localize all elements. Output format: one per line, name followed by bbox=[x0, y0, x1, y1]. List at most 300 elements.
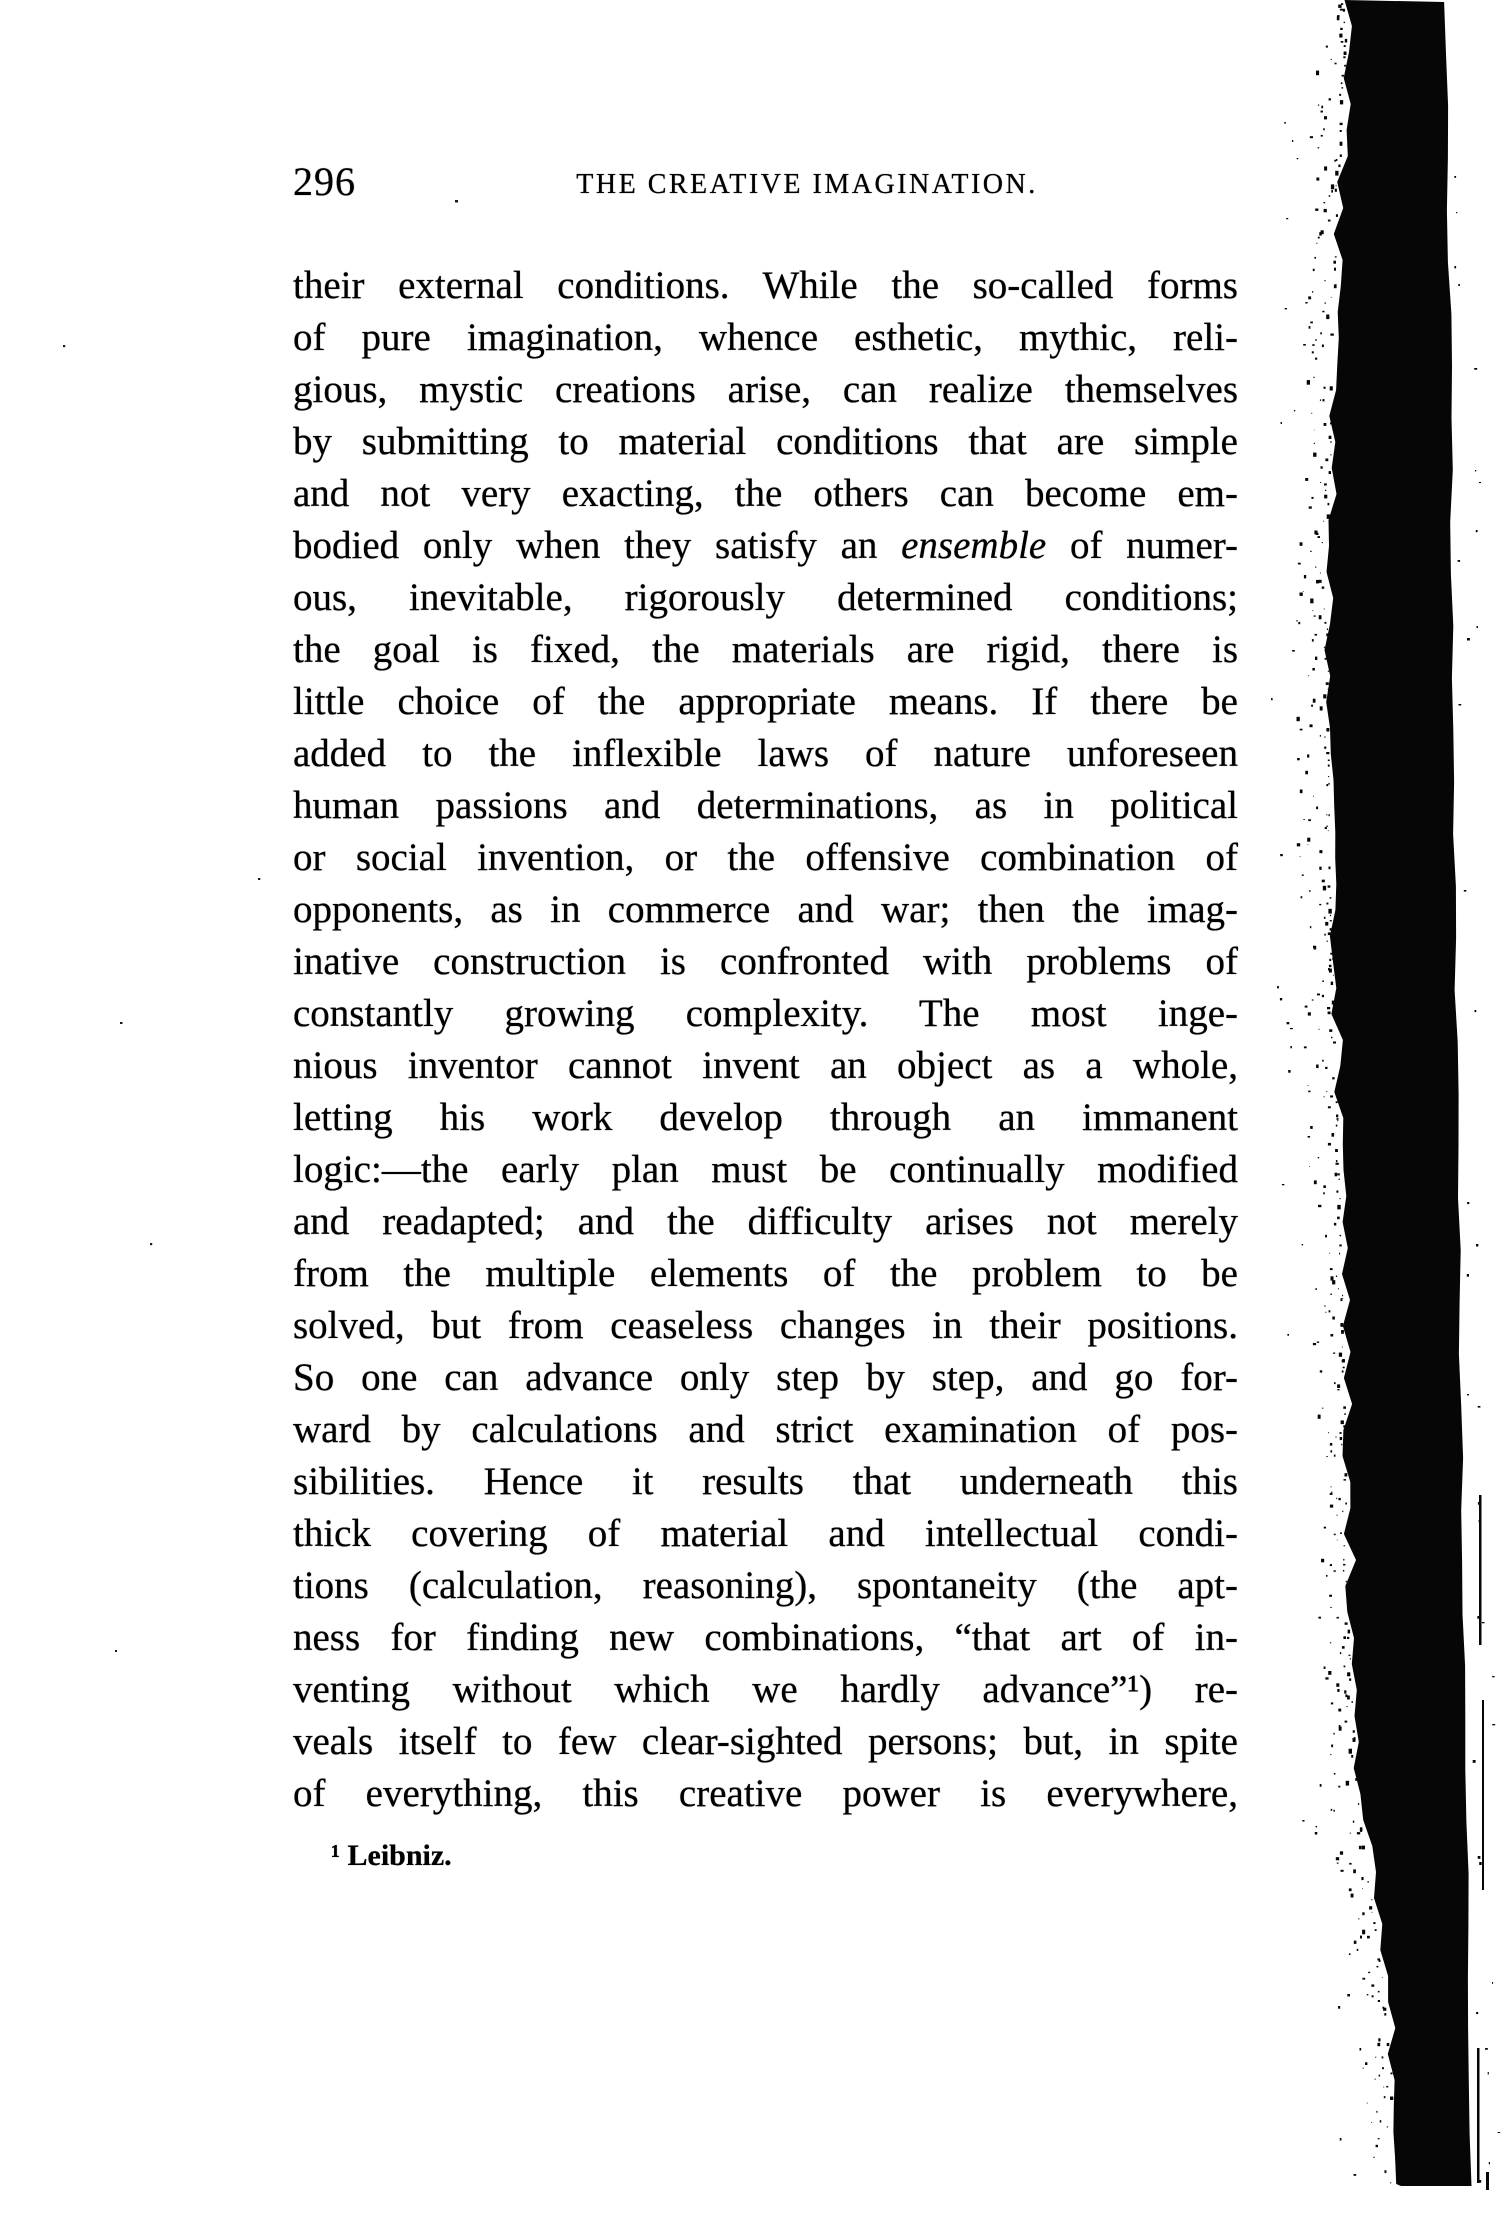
scan-speckle bbox=[1300, 542, 1303, 546]
scan-speckle bbox=[1344, 52, 1347, 56]
scan-speckle bbox=[258, 878, 260, 880]
scan-speckle bbox=[1328, 503, 1330, 505]
scan-speckle bbox=[1336, 1115, 1338, 1118]
scan-speckle bbox=[1328, 569, 1329, 571]
scan-speckle bbox=[1324, 934, 1326, 936]
scan-speckle bbox=[1385, 2170, 1387, 2173]
scan-speckle bbox=[1369, 1906, 1372, 1909]
scan-speckle bbox=[1325, 658, 1327, 660]
scan-speckle bbox=[1330, 953, 1333, 955]
scan-speckle bbox=[1329, 969, 1332, 973]
scan-speckle bbox=[1479, 1520, 1481, 1522]
scan-speckle bbox=[1333, 261, 1336, 264]
scan-speckle bbox=[1321, 111, 1323, 113]
scan-speckle bbox=[1324, 387, 1326, 389]
scan-speckle bbox=[1314, 946, 1317, 950]
scan-speckle bbox=[1341, 41, 1344, 43]
italic-word: ensemble bbox=[901, 524, 1047, 567]
scan-speckle bbox=[1390, 2182, 1391, 2183]
scan-speckle bbox=[1367, 1936, 1370, 1939]
scan-speckle bbox=[1313, 796, 1314, 797]
scan-speckle bbox=[1339, 34, 1342, 38]
scan-speckle bbox=[1329, 814, 1330, 816]
scan-speckle bbox=[1326, 784, 1328, 786]
footnote-text: ¹ Leibniz. bbox=[331, 1839, 452, 1872]
scan-speckle bbox=[1353, 1738, 1356, 1742]
scan-speckle bbox=[1345, 1721, 1348, 1723]
scan-speckle bbox=[1336, 159, 1337, 161]
scan-speckle bbox=[1395, 2114, 1396, 2115]
scan-speckle bbox=[1326, 814, 1327, 815]
scan-speckle bbox=[1315, 1832, 1318, 1835]
scan-speckle bbox=[1322, 345, 1324, 348]
scan-speckle bbox=[1331, 1276, 1334, 1280]
scan-speckle bbox=[1349, 1953, 1351, 1955]
scan-speckle bbox=[1286, 218, 1288, 219]
scan-speckle bbox=[1337, 1515, 1338, 1516]
scan-speckle bbox=[1379, 1960, 1381, 1962]
scan-speckle bbox=[1313, 1343, 1316, 1345]
scan-speckle bbox=[1324, 609, 1325, 610]
scan-speckle bbox=[1341, 1870, 1344, 1872]
scan-speckle bbox=[1367, 1994, 1369, 1995]
scan-speckle bbox=[1324, 917, 1326, 919]
scan-speckle bbox=[1318, 1029, 1319, 1030]
scan-speckle bbox=[1361, 1877, 1363, 1880]
scan-speckle bbox=[1335, 1437, 1336, 1438]
scan-speckle bbox=[1314, 1180, 1317, 1184]
scan-speckle bbox=[1314, 443, 1315, 444]
scan-speckle bbox=[1329, 98, 1331, 100]
scan-speckle bbox=[1479, 482, 1481, 483]
scan-speckle bbox=[1309, 1166, 1310, 1167]
scan-speckle bbox=[1360, 2048, 1362, 2051]
scan-speckle bbox=[1325, 1312, 1326, 1313]
scan-speckle bbox=[1329, 1595, 1332, 1597]
scan-speckle bbox=[1353, 1821, 1355, 1823]
scan-speckle bbox=[1328, 885, 1331, 887]
scan-speckle bbox=[1328, 1432, 1329, 1433]
scan-speckle bbox=[1300, 790, 1303, 794]
scan-speckle bbox=[1337, 1217, 1340, 1220]
scan-speckle bbox=[1344, 1479, 1347, 1481]
scan-speckle bbox=[1328, 932, 1331, 935]
text-line: and readapted; and the difficulty arises not merely bbox=[293, 1200, 1238, 1243]
scan-speckle bbox=[1330, 441, 1331, 443]
scan-speckle bbox=[1323, 880, 1325, 881]
scan-speckle bbox=[1326, 1575, 1328, 1577]
scan-speckle bbox=[1287, 1022, 1290, 1024]
scan-speckle bbox=[1323, 1192, 1325, 1194]
scan-speckle bbox=[1345, 1694, 1347, 1697]
scan-speckle bbox=[1479, 2180, 1481, 2183]
scan-speckle bbox=[1329, 436, 1332, 439]
scan-speckle bbox=[1359, 1846, 1362, 1849]
scan-speckle bbox=[1326, 1091, 1327, 1092]
scan-speckle bbox=[1324, 747, 1326, 749]
scan-speckle bbox=[1312, 344, 1314, 346]
scan-speckle bbox=[1315, 634, 1318, 636]
scan-speckle bbox=[1327, 629, 1328, 631]
scan-speckle bbox=[1365, 2062, 1367, 2065]
scan-speckle bbox=[1458, 284, 1460, 286]
scan-speckle bbox=[1334, 1773, 1336, 1775]
scan-speckle bbox=[1372, 1912, 1373, 1913]
scan-speckle bbox=[1328, 671, 1329, 672]
scan-speckle bbox=[1384, 2013, 1386, 2016]
scan-speckle bbox=[1335, 63, 1337, 65]
scan-speckle bbox=[1344, 1666, 1346, 1668]
scan-speckle bbox=[1292, 140, 1293, 142]
text-line: opponents, as in commerce and war; then the imag- bbox=[293, 888, 1238, 931]
text-line: ward by calculations and strict examination of pos- bbox=[293, 1408, 1238, 1451]
scan-speckle bbox=[1315, 358, 1317, 360]
scan-speckle bbox=[1322, 399, 1324, 401]
scan-speckle bbox=[1344, 65, 1346, 67]
scan-speckle bbox=[1335, 256, 1337, 257]
scan-speckle bbox=[1324, 166, 1327, 170]
scan-speckle bbox=[1324, 1667, 1326, 1669]
scan-speckle bbox=[1360, 1829, 1362, 1832]
scan-speckle bbox=[1298, 622, 1300, 624]
scan-speckle bbox=[1284, 122, 1286, 124]
scan-speckle bbox=[1315, 566, 1316, 567]
scan-speckle bbox=[1362, 1978, 1365, 1980]
scan-speckle bbox=[1330, 1493, 1333, 1495]
scan-speckle bbox=[1340, 1652, 1341, 1654]
scan-speckle bbox=[1492, 1982, 1493, 1984]
scan-speckle bbox=[1324, 736, 1325, 737]
scan-speckle bbox=[1316, 533, 1319, 535]
scan-speckle bbox=[1335, 284, 1336, 285]
scan-speckle bbox=[1308, 1136, 1311, 1138]
scan-speckle bbox=[1335, 189, 1337, 192]
scan-speckle bbox=[1319, 232, 1322, 236]
scan-speckle bbox=[1477, 1616, 1479, 1619]
scan-speckle bbox=[1330, 1443, 1332, 1446]
scan-speckle bbox=[1322, 1408, 1324, 1409]
scan-speckle bbox=[1300, 593, 1303, 596]
scan-speckle bbox=[1334, 268, 1336, 271]
scan-speckle bbox=[1315, 209, 1318, 211]
scan-speckle bbox=[1318, 105, 1319, 106]
scan-speckle bbox=[1300, 856, 1301, 857]
scan-speckle bbox=[1308, 819, 1311, 821]
scan-speckle bbox=[1331, 190, 1333, 193]
scan-speckle bbox=[1285, 308, 1287, 309]
scan-speckle bbox=[1341, 3, 1343, 5]
scan-speckle bbox=[1345, 1622, 1348, 1624]
scan-speckle bbox=[1342, 1359, 1345, 1362]
text-line: human passions and determinations, as in political bbox=[293, 784, 1238, 827]
text-line: added to the inflexible laws of nature unforeseen bbox=[293, 732, 1238, 775]
scan-speckle bbox=[1313, 269, 1315, 271]
scan-speckle bbox=[1335, 171, 1338, 176]
scan-speckle bbox=[1375, 2057, 1376, 2058]
scan-speckle bbox=[1309, 506, 1312, 508]
text-line: thick covering of material and intellectual condi- bbox=[293, 1512, 1238, 1555]
scan-speckle bbox=[1310, 926, 1311, 928]
scan-speckle bbox=[1313, 946, 1315, 948]
scan-speckle bbox=[1349, 1678, 1351, 1680]
scan-speckle bbox=[1347, 1672, 1350, 1676]
scan-speckle bbox=[1343, 1425, 1345, 1427]
scan-speckle bbox=[1318, 536, 1321, 538]
scan-speckle bbox=[1313, 377, 1314, 378]
scan-speckle bbox=[1337, 1389, 1339, 1390]
scan-speckle bbox=[1322, 1060, 1324, 1062]
scan-speckle bbox=[1348, 1630, 1351, 1634]
scan-speckle bbox=[1336, 1683, 1339, 1687]
scan-speckle bbox=[63, 345, 65, 347]
scan-speckle bbox=[1464, 890, 1467, 892]
scan-speckle bbox=[1318, 1205, 1321, 1207]
scan-speckle bbox=[1307, 754, 1309, 757]
scan-speckle bbox=[1331, 59, 1332, 60]
scan-speckle bbox=[120, 1022, 123, 1024]
scan-speckle bbox=[1351, 1755, 1353, 1758]
scan-speckle bbox=[1307, 845, 1308, 846]
scan-speckle bbox=[1347, 1607, 1348, 1608]
text-line: the goal is fixed, the materials are rigid, there is bbox=[293, 628, 1238, 671]
scan-speckle bbox=[1327, 653, 1329, 655]
scan-speckle bbox=[1330, 334, 1333, 336]
scan-speckle bbox=[1320, 735, 1321, 737]
scan-speckle bbox=[1344, 45, 1346, 47]
scan-speckle bbox=[1326, 903, 1328, 905]
scan-speckle bbox=[1459, 704, 1462, 706]
scan-speckle bbox=[1478, 1502, 1479, 1505]
scan-speckle bbox=[1360, 1827, 1363, 1831]
scan-speckle bbox=[1320, 332, 1322, 334]
scan-speckle bbox=[1307, 380, 1310, 385]
scan-speckle bbox=[1298, 563, 1301, 565]
scan-speckle bbox=[1321, 1559, 1324, 1563]
scan-speckle bbox=[1328, 1671, 1331, 1675]
scan-speckle bbox=[1340, 1432, 1342, 1434]
scan-speckle bbox=[1297, 843, 1300, 846]
scan-speckle bbox=[1324, 202, 1326, 203]
scan-speckle bbox=[1349, 1863, 1351, 1865]
scan-speckle bbox=[1331, 1492, 1332, 1493]
scan-speckle bbox=[1329, 518, 1330, 520]
text-line: of pure imagination, whence esthetic, mythic, reli- bbox=[293, 316, 1238, 359]
scan-speckle bbox=[1304, 575, 1306, 578]
scan-speckle bbox=[1324, 280, 1325, 281]
scan-speckle bbox=[1302, 874, 1304, 876]
scan-speckle bbox=[1336, 1163, 1339, 1165]
scan-speckle bbox=[1336, 1125, 1338, 1127]
scan-speckle bbox=[1336, 1101, 1338, 1103]
scan-speckle bbox=[1479, 1862, 1482, 1865]
scan-speckle bbox=[1323, 694, 1326, 698]
scan-speckle bbox=[1475, 470, 1476, 471]
scan-speckle bbox=[1330, 1294, 1332, 1295]
scan-speckle bbox=[1475, 1010, 1477, 1012]
scan-speckle bbox=[1348, 1630, 1350, 1632]
scan-speckle bbox=[1362, 1888, 1363, 1889]
scan-speckle bbox=[1341, 1420, 1344, 1424]
scan-speckle bbox=[1343, 1559, 1344, 1561]
scan-speckle bbox=[1321, 135, 1323, 137]
scan-speckle bbox=[1338, 165, 1340, 168]
scan-speckle bbox=[1340, 130, 1342, 132]
scan-speckle bbox=[1297, 717, 1300, 721]
scan-speckle bbox=[1303, 819, 1304, 820]
scan-speckle bbox=[1340, 28, 1343, 30]
scan-speckle bbox=[1337, 1617, 1339, 1619]
scan-speckle bbox=[1387, 2043, 1390, 2046]
scan-speckle bbox=[1328, 783, 1329, 785]
scan-speckle bbox=[1339, 1179, 1341, 1180]
scan-speckle bbox=[1344, 1413, 1346, 1415]
scan-speckle bbox=[1349, 1749, 1352, 1754]
scan-speckle bbox=[1389, 2049, 1390, 2050]
scan-speckle bbox=[1328, 1012, 1331, 1015]
scan-speckle bbox=[1324, 495, 1327, 499]
scan-speckle bbox=[1316, 1065, 1319, 1069]
scan-speckle bbox=[1297, 758, 1300, 760]
scan-speckle bbox=[1277, 986, 1279, 988]
scan-speckle bbox=[1309, 326, 1311, 329]
scan-speckle bbox=[1347, 1696, 1350, 1700]
scan-speckle bbox=[1331, 1450, 1333, 1452]
scan-speckle bbox=[1330, 1505, 1333, 1508]
scan-speckle bbox=[1325, 302, 1326, 303]
scan-speckle bbox=[1339, 94, 1341, 96]
scan-speckle bbox=[1336, 1498, 1337, 1499]
text-line: or social invention, or the offensive combination of bbox=[293, 836, 1238, 879]
scan-speckle bbox=[1316, 71, 1319, 76]
scan-speckle bbox=[1371, 1899, 1372, 1900]
text-line: solved, but from ceaseless changes in their positions. bbox=[293, 1304, 1238, 1347]
scan-speckle bbox=[1338, 1709, 1341, 1712]
text-line: nious inventor cannot invent an object as a whole, bbox=[293, 1044, 1238, 1087]
scan-speckle bbox=[1378, 1991, 1380, 1993]
scan-speckle bbox=[1310, 322, 1313, 324]
scan-speckle bbox=[1377, 1966, 1379, 1968]
scan-speckle bbox=[1456, 212, 1457, 213]
scan-speckle bbox=[1477, 2048, 1480, 2183]
scan-speckle bbox=[1340, 9, 1343, 11]
text-line: by submitting to material conditions that are simple bbox=[293, 420, 1238, 463]
scan-speckle bbox=[1343, 1367, 1345, 1369]
scan-speckle bbox=[1304, 1046, 1307, 1048]
scan-speckle bbox=[1330, 897, 1332, 899]
scan-speckle bbox=[1398, 2175, 1399, 2177]
scan-speckle bbox=[1311, 705, 1313, 707]
scan-speckle bbox=[1341, 1444, 1342, 1446]
scan-speckle bbox=[1280, 998, 1282, 1000]
scan-speckle bbox=[1478, 1856, 1481, 1859]
scan-speckle bbox=[1377, 2043, 1380, 2046]
scan-speckle bbox=[1326, 46, 1328, 48]
scan-speckle bbox=[1310, 136, 1313, 138]
scan-speckle bbox=[1333, 1042, 1336, 1044]
scan-speckle bbox=[1339, 1498, 1341, 1500]
scan-speckle bbox=[1290, 1046, 1292, 1048]
scan-speckle bbox=[1303, 344, 1306, 346]
scan-speckle bbox=[1368, 1881, 1369, 1883]
scan-speckle bbox=[1482, 1700, 1484, 1890]
scan-speckle bbox=[1342, 1511, 1343, 1512]
scan-speckle bbox=[1345, 1503, 1347, 1505]
scan-speckle bbox=[1323, 128, 1325, 130]
text-line: sibilities. Hence it results that underneath this bbox=[293, 1460, 1238, 1503]
scan-speckle bbox=[1467, 1394, 1469, 1395]
scan-speckle bbox=[1325, 922, 1328, 926]
scan-speckle bbox=[1312, 291, 1313, 293]
scan-speckle bbox=[1357, 1949, 1359, 1951]
scan-speckle bbox=[1474, 368, 1477, 370]
scan-speckle bbox=[1309, 890, 1310, 892]
scan-speckle bbox=[1328, 909, 1331, 914]
scan-speckle bbox=[1330, 920, 1332, 921]
scan-speckle bbox=[1358, 1803, 1359, 1805]
scan-speckle bbox=[1333, 1353, 1335, 1354]
scan-speckle bbox=[1324, 1305, 1325, 1306]
scan-speckle bbox=[1323, 886, 1326, 891]
scan-speckle bbox=[1337, 1205, 1340, 1210]
scan-speckle bbox=[1342, 1347, 1343, 1348]
scan-speckle bbox=[1324, 209, 1327, 212]
scan-speckle bbox=[1362, 1912, 1364, 1915]
scan-speckle bbox=[1341, 1330, 1344, 1334]
scan-speckle bbox=[1328, 830, 1329, 831]
text-line: constantly growing complexity. The most inge- bbox=[293, 992, 1238, 1035]
scan-speckle bbox=[1313, 453, 1316, 457]
scan-speckle bbox=[1340, 1198, 1341, 1199]
scan-speckle bbox=[1331, 982, 1333, 985]
scan-speckle bbox=[1314, 615, 1316, 616]
running-title: THE CREATIVE IMAGINATION. bbox=[576, 169, 1038, 200]
scan-speckle bbox=[1334, 160, 1336, 162]
scan-speckle bbox=[1320, 399, 1321, 401]
scan-speckle bbox=[1325, 622, 1327, 624]
scan-speckle bbox=[150, 1243, 152, 1245]
scan-speckle bbox=[1314, 531, 1317, 535]
scan-speckle bbox=[1311, 413, 1312, 414]
scan-speckle bbox=[1303, 591, 1304, 592]
scan-speckle bbox=[1294, 410, 1295, 411]
scan-speckle bbox=[1334, 1382, 1336, 1384]
scan-speckle bbox=[1321, 230, 1324, 234]
scan-speckle bbox=[1375, 2079, 1376, 2080]
scan-speckle bbox=[1329, 1310, 1331, 1312]
scan-speckle bbox=[1345, 1473, 1348, 1476]
scan-speckle bbox=[1314, 257, 1316, 259]
scan-speckle bbox=[1328, 765, 1330, 767]
scan-speckle bbox=[1328, 968, 1330, 970]
scan-speckle bbox=[1315, 1288, 1317, 1290]
scan-speckle bbox=[1322, 995, 1324, 997]
scan-speckle bbox=[1341, 82, 1343, 84]
scan-speckle bbox=[1322, 542, 1323, 543]
scan-speckle bbox=[1339, 1353, 1342, 1357]
scan-speckle bbox=[1339, 1253, 1340, 1255]
scan-speckle bbox=[1346, 1781, 1349, 1786]
scan-speckle bbox=[1326, 633, 1329, 636]
scan-speckle bbox=[1334, 1455, 1336, 1457]
scan-speckle bbox=[1368, 1972, 1370, 1973]
scan-speckle bbox=[1353, 1730, 1355, 1732]
scan-speckle bbox=[1382, 2056, 1384, 2058]
scan-speckle bbox=[1382, 1977, 1383, 1978]
scan-speckle bbox=[1373, 2157, 1374, 2158]
scan-speckle bbox=[1340, 154, 1342, 157]
scan-speckle bbox=[1326, 728, 1329, 732]
scan-speckle bbox=[1324, 116, 1327, 119]
